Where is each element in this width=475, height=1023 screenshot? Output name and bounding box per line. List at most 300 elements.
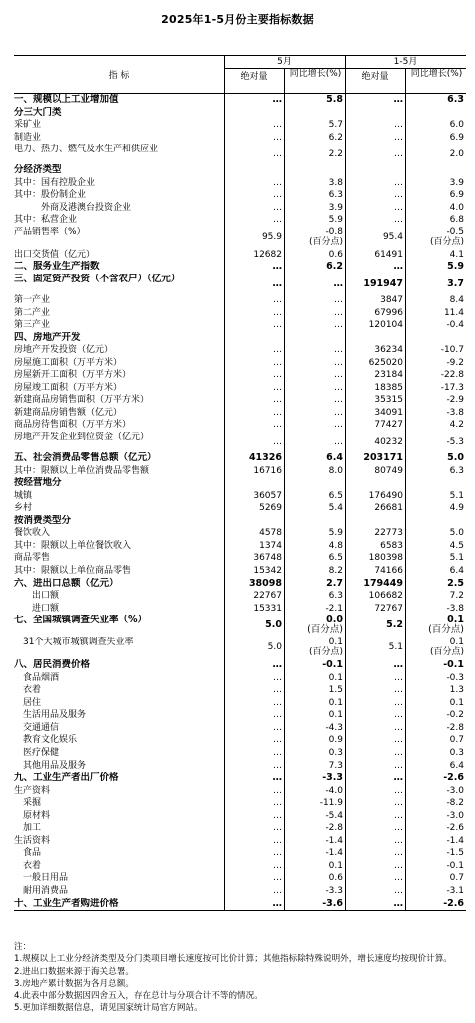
cell-m-abs (226, 407, 282, 420)
cell-m-yoy (286, 810, 343, 823)
table-row (14, 540, 466, 553)
cell-value: … (394, 823, 403, 834)
cell-c-yoy (407, 785, 464, 798)
cell-value: -1.4 (446, 835, 464, 846)
cell-m-yoy (286, 344, 343, 357)
cell-c-abs (347, 527, 403, 540)
cell-value: 6.4 (326, 452, 343, 464)
cell-value: … (273, 190, 282, 201)
cell-c-abs (347, 261, 403, 274)
cell-value: -5.4 (325, 810, 343, 821)
cell-value: 8.0 (328, 465, 343, 476)
cell-c-yoy (407, 709, 464, 722)
cell-value: … (394, 672, 403, 683)
row-label: 其中：限额以上单位餐饮收入 (14, 540, 132, 551)
table-row (14, 615, 466, 637)
table-row (14, 274, 466, 294)
footnote-line: 2.进出口数据来源于海关总署。 (14, 966, 134, 977)
cell-m-abs (226, 565, 282, 578)
row-label: 三、固定资产投资（不含农户）（亿元） (14, 274, 181, 285)
row-label: 教育文化娱乐 (14, 735, 78, 746)
cell-value: -10.7 (440, 345, 464, 356)
cell-value: … (334, 407, 343, 418)
table-row (14, 603, 466, 616)
cell-m-abs (226, 872, 282, 885)
row-label: 交通通信 (14, 722, 60, 733)
cell-m-yoy (286, 760, 343, 773)
cell-value: 4578 (259, 528, 282, 539)
row-label: 其中：限额以上单位消费品零售额 (14, 465, 150, 476)
cell-value: 0.1 (447, 614, 464, 626)
cell-value: … (394, 177, 403, 188)
row-label: 进口额 (14, 603, 60, 614)
cell-m-yoy (286, 307, 343, 320)
cell-m-abs (226, 394, 282, 407)
cell-value: … (273, 345, 282, 356)
cell-c-yoy (407, 860, 464, 873)
table-header (14, 55, 466, 94)
row-label: 商品零售 (14, 553, 51, 564)
cell-c-yoy (407, 452, 464, 465)
row-label: 八、居民消费价格 (14, 659, 91, 671)
cell-m-yoy (286, 132, 343, 145)
row-label: 分经济类型 (14, 164, 62, 176)
table-row (14, 189, 466, 202)
cell-value: … (334, 382, 343, 393)
cell-m-abs (226, 810, 282, 823)
cell-m-abs (226, 319, 282, 332)
table-row (14, 760, 466, 773)
cell-m-yoy (286, 527, 343, 540)
cell-m-abs (226, 734, 282, 747)
cell-value: … (273, 810, 282, 821)
cell-value: 5.1 (449, 553, 464, 564)
cell-c-yoy (407, 835, 464, 848)
cell-value: … (273, 760, 282, 771)
cell-m-abs (226, 227, 282, 249)
cell-c-yoy (407, 344, 464, 357)
cell-value: -2.6 (443, 772, 464, 784)
cell-c-yoy (407, 797, 464, 810)
table-row (14, 898, 466, 911)
row-label: 出口交货值（亿元） (14, 249, 96, 260)
cell-c-yoy (407, 177, 464, 190)
unit-note: (百分点) (428, 624, 464, 636)
table-row (14, 672, 466, 685)
cell-c-abs (347, 760, 403, 773)
footnote-line: 注： (14, 942, 32, 952)
cell-value: 5.9 (447, 261, 464, 273)
cell-value: … (273, 735, 282, 746)
cell-value: 5.1 (449, 490, 464, 501)
cell-c-yoy (407, 274, 464, 294)
row-label: 第三产业 (14, 320, 51, 331)
cell-value: -0.1 (322, 659, 343, 671)
cell-value: … (273, 357, 282, 368)
cell-c-abs (347, 722, 403, 735)
table-row (14, 452, 466, 465)
cell-value: … (394, 873, 403, 884)
cell-value: … (273, 177, 282, 188)
cell-m-abs (226, 144, 282, 164)
row-label: 衣着 (14, 860, 42, 871)
table-row (14, 709, 466, 722)
table-row (14, 144, 466, 164)
cell-m-abs (226, 772, 282, 785)
cell-m-abs (226, 590, 282, 603)
row-label: 按经营地分 (14, 477, 62, 489)
unit-note: (百分点) (429, 236, 464, 247)
cell-value: … (272, 94, 282, 105)
cell-m-abs (226, 249, 282, 262)
cell-c-abs (347, 202, 403, 215)
cell-m-yoy (286, 407, 343, 420)
cell-value: 0.3 (449, 747, 464, 758)
cell-c-yoy (407, 885, 464, 898)
cell-value: … (273, 370, 282, 381)
cell-value: 4.0 (449, 202, 464, 213)
row-label: 采掘 (14, 798, 42, 809)
cell-m-abs (226, 419, 282, 432)
cell-value: 18385 (374, 382, 403, 393)
cell-m-abs (226, 107, 282, 120)
table-row (14, 227, 466, 249)
cell-value: 11.4 (443, 307, 464, 318)
cell-value: -0.1 (443, 659, 464, 671)
cell-m-yoy (286, 332, 343, 345)
cell-value: … (394, 685, 403, 696)
cell-m-yoy (286, 319, 343, 332)
cell-m-abs (226, 369, 282, 382)
row-label: 加工 (14, 823, 42, 834)
cell-value: -3.3 (322, 772, 343, 784)
cell-value: 61491 (374, 249, 403, 260)
cell-value: … (393, 261, 403, 273)
table-row (14, 490, 466, 503)
cell-c-yoy (407, 615, 464, 637)
cell-c-abs (347, 797, 403, 810)
row-label: 新建商品房销售额（亿元） (14, 407, 123, 418)
table-row (14, 214, 466, 227)
cell-m-yoy (286, 540, 343, 553)
cell-value: 5.8 (326, 94, 343, 105)
cell-value: 191947 (363, 278, 403, 290)
cell-value: 0.7 (449, 735, 464, 746)
cell-value: 5269 (259, 503, 282, 514)
cell-value: 4.9 (449, 503, 464, 514)
cell-m-yoy (286, 835, 343, 848)
cell-c-abs (347, 603, 403, 616)
cell-value: … (273, 307, 282, 318)
cell-value: 5.1 (388, 642, 403, 653)
cell-c-abs (347, 249, 403, 262)
cell-m-abs (226, 615, 282, 637)
row-label: 餐饮收入 (14, 528, 51, 539)
cell-c-abs (347, 847, 403, 860)
cell-m-yoy (286, 357, 343, 370)
cell-value: … (272, 772, 282, 784)
row-label: 其中：限额以上单位商品零售 (14, 565, 132, 576)
cell-m-abs (226, 637, 282, 659)
row-label: 十、工业生产者购进价格 (14, 897, 119, 909)
cell-c-yoy (407, 502, 464, 515)
cell-value: 176490 (368, 490, 403, 501)
cell-value: 40232 (374, 437, 403, 448)
cell-value: … (273, 407, 282, 418)
row-label: 七、全国城镇调查失业率（%） (14, 615, 148, 626)
cell-c-yoy (407, 697, 464, 710)
row-label: 耐用消费品 (14, 885, 69, 896)
cell-value: … (393, 772, 403, 784)
header-cum-yoy: 同比增长(%) (405, 69, 467, 93)
cell-c-yoy (407, 369, 464, 382)
cell-value: … (394, 735, 403, 746)
unit-note: (百分点) (308, 236, 343, 247)
cell-m-yoy (286, 214, 343, 227)
cell-value: … (394, 885, 403, 896)
cell-m-yoy (286, 94, 343, 107)
cell-value: 1.5 (328, 685, 343, 696)
cell-value: 36234 (374, 345, 403, 356)
cell-m-yoy (286, 847, 343, 860)
row-label: 食品 (14, 848, 42, 859)
cell-c-abs (347, 709, 403, 722)
cell-c-abs (347, 872, 403, 885)
table-row (14, 177, 466, 190)
table-row (14, 119, 466, 132)
cell-m-abs (226, 684, 282, 697)
cell-m-abs (226, 835, 282, 848)
cell-m-yoy (286, 249, 343, 262)
cell-value: … (394, 202, 403, 213)
row-label: 乡村 (14, 503, 33, 514)
cell-m-abs (226, 332, 282, 345)
cell-c-yoy (407, 590, 464, 603)
cell-c-abs (347, 164, 403, 177)
cell-c-yoy (407, 810, 464, 823)
cell-c-yoy (407, 119, 464, 132)
cell-value: … (273, 785, 282, 796)
cell-value: 6.0 (449, 120, 464, 131)
cell-value: 2.2 (328, 149, 343, 160)
cell-m-abs (226, 465, 282, 478)
cell-value: 4.2 (449, 420, 464, 431)
cell-value: 0.1 (328, 710, 343, 721)
cell-value: … (333, 278, 343, 290)
header-may-abs: 绝对量 (240, 72, 268, 82)
cell-m-abs (226, 490, 282, 503)
cell-c-yoy (407, 394, 464, 407)
cell-m-yoy (286, 432, 343, 452)
cell-value: -11.9 (319, 798, 343, 809)
cell-value: 6.5 (328, 490, 343, 501)
cell-m-yoy (286, 177, 343, 190)
cell-c-abs (347, 490, 403, 503)
cell-value: … (393, 659, 403, 671)
cell-m-yoy (286, 382, 343, 395)
cell-m-yoy (286, 822, 343, 835)
cell-c-abs (347, 319, 403, 332)
cell-value: -2.6 (443, 897, 464, 909)
cell-value: 2.7 (326, 577, 343, 589)
table-row (14, 590, 466, 603)
footnote-line: 4.此表中部分数据因四舍五入，存在总计与分项合计不等的情况。 (14, 991, 263, 1002)
cell-m-abs (226, 747, 282, 760)
cell-value: 15331 (253, 603, 282, 614)
cell-value: 77427 (374, 420, 403, 431)
cell-value: 15342 (253, 565, 282, 576)
cell-value: 6.3 (447, 94, 464, 105)
cell-m-abs (226, 709, 282, 722)
cell-m-yoy (286, 697, 343, 710)
cell-m-yoy (286, 872, 343, 885)
row-label: 五、社会消费品零售总额（亿元） (14, 452, 157, 464)
cell-value: -17.3 (440, 382, 464, 393)
cell-m-abs (226, 822, 282, 835)
cell-value: 180398 (368, 553, 403, 564)
cell-m-abs (226, 502, 282, 515)
table-row (14, 659, 466, 672)
cell-value: 5.2 (386, 619, 403, 631)
cell-c-abs (347, 332, 403, 345)
table-row (14, 382, 466, 395)
cell-c-yoy (407, 357, 464, 370)
cell-m-yoy (286, 261, 343, 274)
row-label: 制造业 (14, 132, 42, 143)
row-label: 外商及港澳台投资企业 (14, 202, 132, 213)
cell-m-abs (226, 515, 282, 528)
cell-value: 6.4 (449, 760, 464, 771)
unit-note: (百分点) (308, 647, 343, 658)
cell-value: 22767 (253, 591, 282, 602)
table-row (14, 515, 466, 528)
cell-value: -2.9 (446, 395, 464, 406)
cell-value: 7.3 (328, 760, 343, 771)
table-row (14, 578, 466, 591)
row-label: 产品销售率（%） (14, 226, 86, 237)
cell-m-abs (226, 672, 282, 685)
cell-m-yoy (286, 785, 343, 798)
table-row (14, 344, 466, 357)
cell-c-abs (347, 227, 403, 249)
cell-m-yoy (286, 590, 343, 603)
cell-value: … (334, 437, 343, 448)
cell-c-abs (347, 578, 403, 591)
cell-value: 12682 (253, 249, 282, 260)
cell-value: … (273, 295, 282, 306)
cell-value: -9.2 (446, 357, 464, 368)
cell-value: … (273, 215, 282, 226)
cell-value: -0.2 (446, 710, 464, 721)
row-label: 原材料 (14, 810, 51, 821)
cell-value: 6.5 (328, 553, 343, 564)
cell-value: … (334, 420, 343, 431)
cell-value: 22773 (374, 528, 403, 539)
table-row (14, 885, 466, 898)
cell-value: 5.9 (328, 215, 343, 226)
cell-value: … (273, 420, 282, 431)
table-row (14, 332, 466, 345)
cell-value: … (393, 897, 403, 909)
table-row (14, 432, 466, 452)
cell-value: 3.9 (328, 202, 343, 213)
cell-value: … (273, 202, 282, 213)
cell-m-yoy (286, 684, 343, 697)
cell-c-yoy (407, 552, 464, 565)
cell-value: 6.8 (449, 215, 464, 226)
cell-m-yoy (286, 164, 343, 177)
cell-m-abs (226, 578, 282, 591)
row-label: 分三大门类 (14, 106, 62, 118)
cell-c-abs (347, 214, 403, 227)
cell-value: … (394, 149, 403, 160)
cell-c-abs (347, 344, 403, 357)
cell-m-yoy (286, 515, 343, 528)
row-label: 房屋施工面积（万平方米） (14, 357, 123, 368)
table-row (14, 261, 466, 274)
cell-c-abs (347, 672, 403, 685)
cell-c-abs (347, 747, 403, 760)
cell-c-abs (347, 637, 403, 659)
cell-value: 2.0 (449, 149, 464, 160)
cell-c-abs (347, 810, 403, 823)
cell-value: 1.3 (449, 685, 464, 696)
cell-m-yoy (286, 502, 343, 515)
cell-value: … (273, 885, 282, 896)
cell-value: 16716 (253, 465, 282, 476)
cell-value: … (273, 722, 282, 733)
cell-value: 7.2 (449, 591, 464, 602)
cell-m-abs (226, 847, 282, 860)
cell-value: -3.8 (446, 603, 464, 614)
cell-m-abs (226, 797, 282, 810)
cell-c-yoy (407, 672, 464, 685)
cell-c-yoy (407, 227, 464, 249)
cell-value: 4.1 (449, 249, 464, 260)
cell-value: … (273, 697, 282, 708)
cell-c-yoy (407, 760, 464, 773)
cell-m-abs (226, 274, 282, 294)
table-row (14, 552, 466, 565)
cell-value: -3.0 (446, 785, 464, 796)
cell-c-abs (347, 898, 403, 911)
cell-value: -3.0 (446, 810, 464, 821)
row-label: 其中：股份制企业 (14, 190, 87, 201)
cell-value: 106682 (368, 591, 403, 602)
cell-value: … (334, 320, 343, 331)
cell-m-abs (226, 382, 282, 395)
cell-value: 0.9 (328, 735, 343, 746)
indicators-table (14, 55, 466, 911)
table-row (14, 502, 466, 515)
cell-c-abs (347, 615, 403, 637)
cell-m-abs (226, 132, 282, 145)
cell-m-abs (226, 760, 282, 773)
cell-value: -0.4 (446, 320, 464, 331)
cell-m-yoy (286, 552, 343, 565)
cell-value: -3.3 (325, 885, 343, 896)
header-may-yoy: 同比增长(%) (284, 69, 346, 93)
cell-c-abs (347, 357, 403, 370)
table-row (14, 722, 466, 735)
cell-value: … (273, 685, 282, 696)
cell-c-yoy (407, 637, 464, 659)
cell-value: 0.6 (328, 873, 343, 884)
row-label: 生产资料 (14, 785, 51, 796)
cell-m-abs (226, 261, 282, 274)
table-row (14, 94, 466, 107)
cell-value: -5.3 (446, 437, 464, 448)
